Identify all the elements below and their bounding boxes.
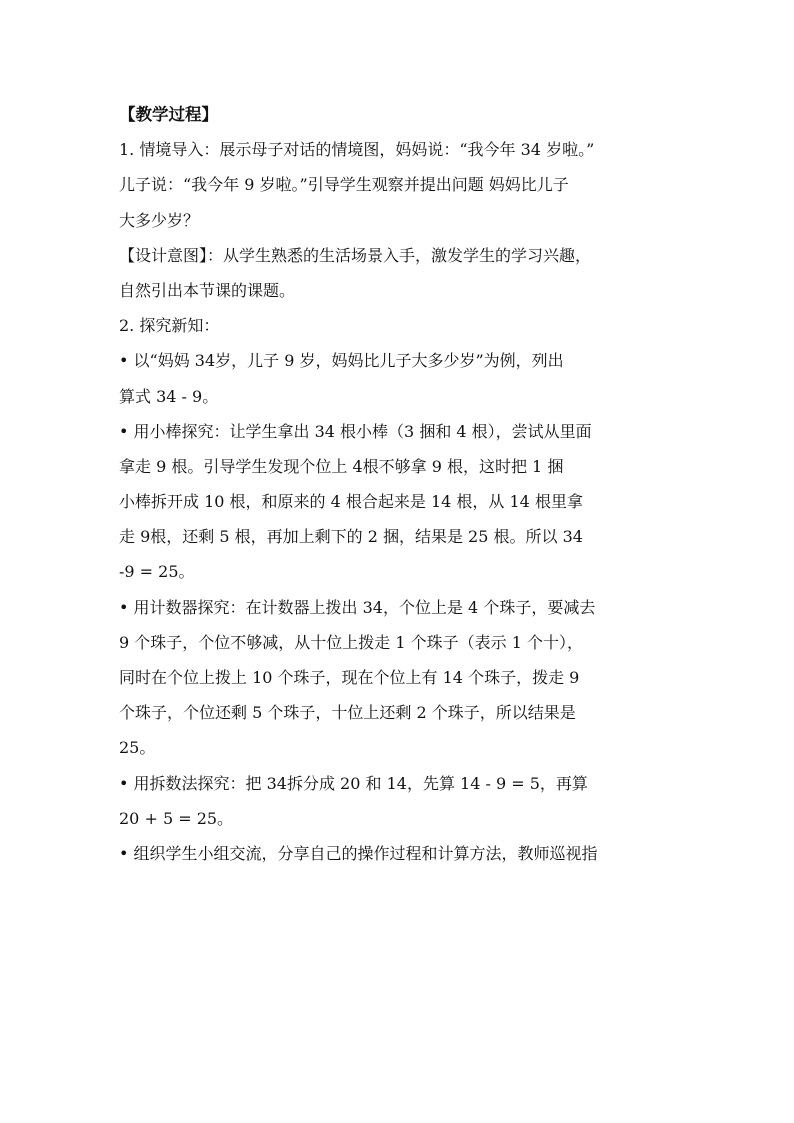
section-heading: 【教学过程】 — [119, 105, 218, 124]
text-line: 儿子说：“我今年 9 岁啦。”引导学生观察并提出问题 妈妈比儿子 — [119, 175, 569, 195]
text-line: 【设计意图】：从学生熟悉的生活场景入手，激发学生的学习兴趣， — [119, 245, 592, 265]
text-line: • 组织学生小组交流，分享自己的操作过程和计算方法，教师巡视指 — [119, 843, 598, 863]
text-line: 9 个珠子，个位不够减，从十位上拨走 1 个珠子（表示 1 个十）， — [119, 632, 583, 652]
text-line: 个珠子，个位还剩 5 个珠子，十位上还剩 2 个珠子，所以结果是 — [119, 703, 576, 723]
text-line: 2. 探究新知： — [119, 316, 220, 336]
text-line: • 以“妈妈 34岁，儿子 9 岁，妈妈比儿子大多少岁”为例，列出 — [119, 351, 564, 371]
text-line: -9 = 25。 — [119, 562, 195, 582]
text-line: 走 9根，还剩 5 根，再加上剩下的 2 捆，结果是 25 根。所以 34 — [119, 527, 583, 547]
text-line: 自然引出本节课的课题。 — [119, 280, 296, 300]
text-line: 大多少岁？ — [119, 210, 200, 230]
text-line: 1. 情境导入：展示母子对话的情境图，妈妈说：“我今年 34 岁啦。” — [119, 140, 595, 160]
document-body — [119, 97, 699, 871]
text-line: 小棒拆开成 10 根，和原来的 4 根合起来是 14 根，从 14 根里拿 — [119, 492, 583, 512]
text-line: • 用计数器探究：在计数器上拨出 34，个位上是 4 个珠子，要减去 — [119, 597, 596, 617]
text-line: 同时在个位上拨上 10 个珠子，现在个位上有 14 个珠子，拨走 9 — [119, 668, 580, 687]
text-line: 拿走 9 根。引导学生发现个位上 4根不够拿 9 根，这时把 1 捆 — [119, 456, 564, 476]
text-line: 25。 — [119, 738, 156, 758]
text-line: 算式 34 - 9。 — [119, 386, 219, 406]
text-line: 20 + 5 = 25。 — [119, 808, 234, 828]
text-line: • 用拆数法探究：把 34拆分成 20 和 14，先算 14 - 9 = 5，再算 — [119, 773, 588, 793]
text-line: • 用小棒探究：让学生拿出 34 根小棒（3 捆和 4 根），尝试从里面 — [119, 421, 592, 441]
